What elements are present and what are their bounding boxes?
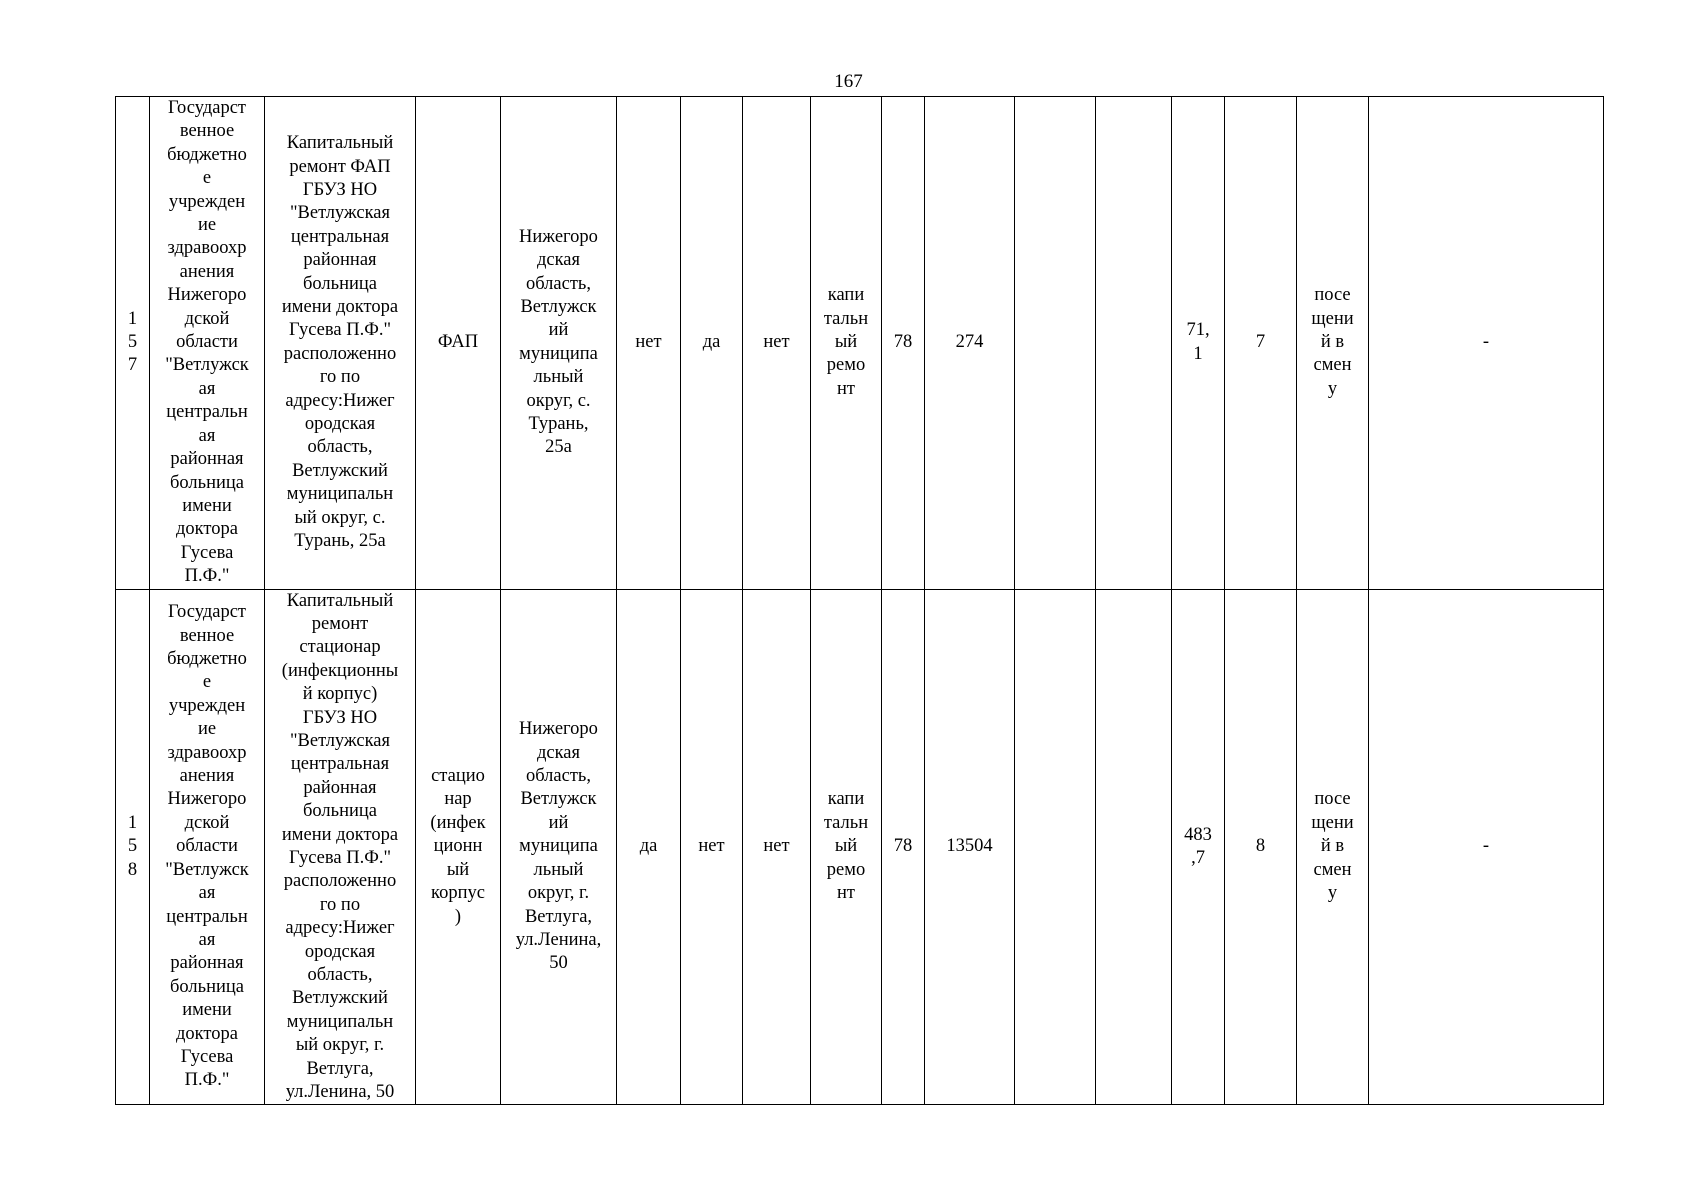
object-type-cell: стацио нар (инфек ционн ый корпус ) [416, 589, 501, 1105]
capital-repair-table [115, 96, 1604, 1105]
empty-cell [1015, 589, 1096, 1105]
object-name-cell: Капитальный ремонт стационар (инфекционны й корпус) ГБУЗ НО "Ветлужская центральная районная больница имени доктора Гусева П.Ф." расположенно го по адресу:Нижег ородская область, Ветлужский муниципальн ый округ, г. Ветлуга, ул.Ленина, 50 [265, 589, 416, 1105]
table-row [116, 589, 1604, 1105]
organization-cell: Государст венное бюджетно е учрежден ие здравоохр анения Нижегоро дской области "Ветлужск ая центральн ая районная больница имени доктора Гусева П.Ф." [150, 97, 265, 590]
object-name-cell: Капитальный ремонт ФАП ГБУЗ НО "Ветлужская центральная районная больница имени доктора Гусева П.Ф." расположенно го по адресу:Нижег ородская область, Ветлужский муниципальн ый округ, с. Турань, 25а [265, 97, 416, 590]
unit-cell: посе щени й в смен у [1297, 589, 1369, 1105]
work-type-cell: капи тальн ый ремо нт [811, 97, 882, 590]
note-cell: - [1369, 97, 1604, 590]
flag-cell-3: нет [743, 589, 811, 1105]
row-number: 1 5 8 [116, 589, 150, 1105]
object-type-cell: ФАП [416, 97, 501, 590]
table-row [116, 97, 1604, 590]
flag-cell-2: да [681, 97, 743, 590]
amount-cell: 13504 [925, 589, 1015, 1105]
empty-cell [1015, 97, 1096, 590]
flag-cell-3: нет [743, 97, 811, 590]
empty-cell [1096, 97, 1172, 590]
address-cell: Нижегоро дская область, Ветлужск ий муниципа льный округ, г. Ветлуга, ул.Ленина, 50 [501, 589, 617, 1105]
capacity-cell: 71, 1 [1172, 97, 1225, 590]
flag-cell-1: да [617, 589, 681, 1105]
capacity-cell: 483 ,7 [1172, 589, 1225, 1105]
count-cell: 8 [1225, 589, 1297, 1105]
address-cell: Нижегоро дская область, Ветлужск ий муниципа льный округ, с. Турань, 25а [501, 97, 617, 590]
empty-cell [1096, 589, 1172, 1105]
row-number: 1 5 7 [116, 97, 150, 590]
count-cell: 7 [1225, 97, 1297, 590]
code-cell: 78 [882, 589, 925, 1105]
unit-cell: посе щени й в смен у [1297, 97, 1369, 590]
flag-cell-2: нет [681, 589, 743, 1105]
code-cell: 78 [882, 97, 925, 590]
amount-cell: 274 [925, 97, 1015, 590]
flag-cell-1: нет [617, 97, 681, 590]
work-type-cell: капи тальн ый ремо нт [811, 589, 882, 1105]
note-cell: - [1369, 589, 1604, 1105]
organization-cell: Государст венное бюджетно е учрежден ие здравоохр анения Нижегоро дской области "Ветлужск ая центральн ая районная больница имени доктора Гусева П.Ф." [150, 589, 265, 1105]
page-number: 167 [834, 71, 863, 92]
